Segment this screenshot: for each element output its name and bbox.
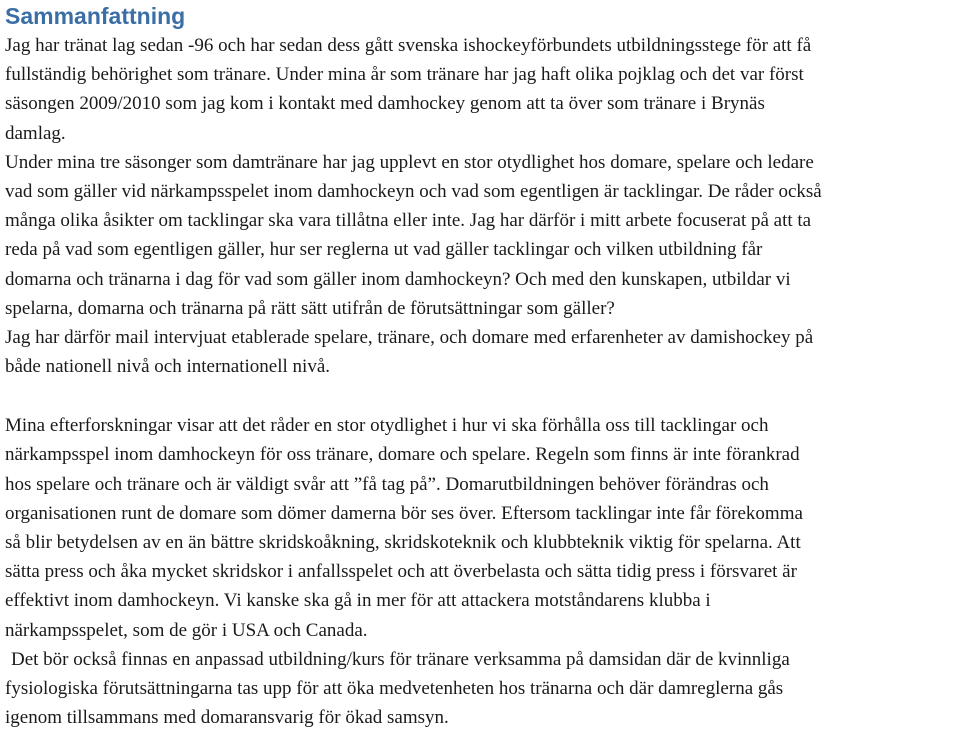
text-line: effektivt inom damhockeyn. Vi kanske ska gå in mer för att attackera motståndarens klubba i xyxy=(5,590,711,612)
text-line: fysiologiska förutsättningarna tas upp för att öka medvetenheten hos tränarna och där damreglerna gås xyxy=(5,677,784,699)
text-line: närkampsspelet, som de gör i USA och Canada. xyxy=(5,619,368,641)
text-line: många olika åsikter om tacklingar ska vara tillåtna eller inte. Jag har därför i mitt arbete focuserat på att ta xyxy=(5,210,812,232)
text-line: Mina efterforskningar visar att det råder en stor otydlighet i hur vi ska förhålla oss till tacklingar och xyxy=(5,415,769,437)
text-line: både nationell nivå och internationell nivå. xyxy=(5,356,331,378)
text-line: organisationen runt de domare som dömer damerna bör ses över. Eftersom tacklingar inte får förekomma xyxy=(5,502,803,524)
text-line: domarna och tränarna i dag för vad som gäller inom damhockeyn? Och med den kunskapen, utbildar vi xyxy=(5,268,791,290)
text-line: Det bör också finnas en anpassad utbildning/kurs för tränare verksamma på damsidan där de kvinnliga xyxy=(11,648,790,670)
section-heading: Sammanfattning xyxy=(5,3,186,29)
text-line: igenom tillsammans med domaransvarig för ökad samsyn. xyxy=(5,707,449,729)
text-line: sätta press och åka mycket skridskor i anfallsspelet och att överbelasta och sätta tidig press i försvaret är xyxy=(5,561,797,583)
text-line: vad som gäller vid närkampsspelet inom damhockeyn och vad som egentligen är tacklingar. De råder också xyxy=(5,180,822,202)
text-line: reda på vad som egentligen gäller, hur ser reglerna ut vad gäller tacklingar och vilken utbildning får xyxy=(5,239,763,261)
text-line: närkampsspel inom damhockeyn för oss tränare, domare och spelare. Regeln som finns är inte förankrad xyxy=(5,444,800,466)
text-line: hos spelare och tränare och är väldigt svår att ”få tag på”. Domarutbildningen behöver förändras och xyxy=(5,473,769,495)
text-line: säsongen 2009/2010 som jag kom i kontakt med damhockey genom att ta över som tränare i Brynäs xyxy=(5,93,765,115)
summary-paragraph-2 xyxy=(5,411,956,732)
text-line: Jag har därför mail intervjuat etablerade spelare, tränare, och domare med erfarenheter av damishockey på xyxy=(5,326,814,348)
paragraph-spacer xyxy=(5,381,956,411)
text-line: Jag har tränat lag sedan -96 och har sedan dess gått svenska ishockeyförbundets utbildningsstege för att få xyxy=(5,35,812,56)
text-line: fullständig behörighet som tränare. Under mina år som tränare har jag haft olika pojklag och det var först xyxy=(5,64,804,86)
text-line: Under mina tre säsonger som damtränare har jag upplevt en stor otydlighet hos domare, spelare och ledare xyxy=(5,151,814,173)
text-line: så blir betydelsen av en än bättre skridskoåkning, skridskoteknik och klubbteknik viktig för spelarna. Att xyxy=(5,532,801,553)
summary-paragraph-1 xyxy=(5,31,956,381)
text-line: damlag. xyxy=(5,122,66,144)
text-line: spelarna, domarna och tränarna på rätt sätt utifrån de förutsättningar som gäller? xyxy=(5,297,615,319)
